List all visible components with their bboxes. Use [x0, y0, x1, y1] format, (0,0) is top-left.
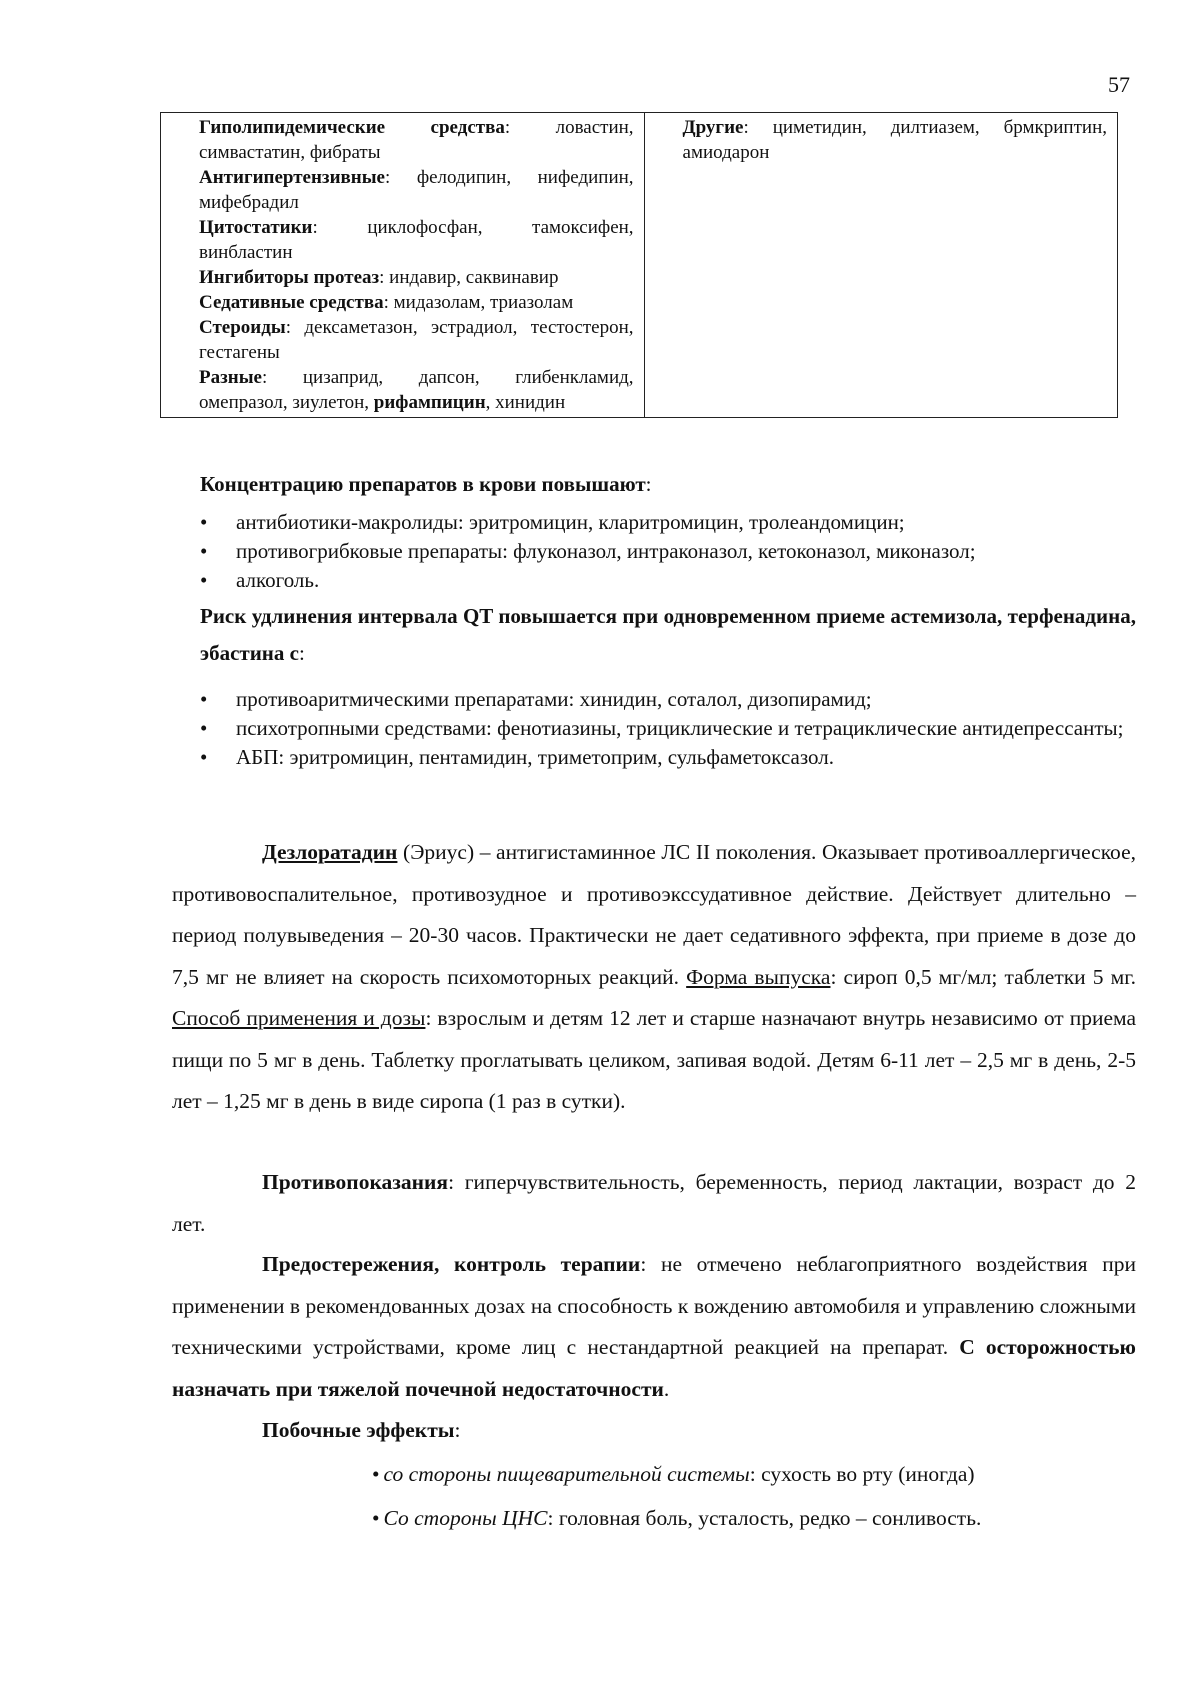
list-item: • алкоголь.	[200, 566, 1136, 595]
heading-text: Риск удлинения интервала QT повышается при одновременном приеме астемизола, терфенадина, эбастина с	[200, 604, 1136, 665]
contraindications-paragraph	[172, 1162, 1136, 1245]
qt-heading	[200, 598, 1136, 672]
table-entry	[199, 290, 634, 315]
table-left-cell	[161, 113, 645, 418]
drug-description: (Эриус) – антигистаминное ЛС II поколения. Оказывает противоаллергическое, противовоспалительное, противозудное и противоэкссудативное действие. Действует длительно – период полувыведения – 20-30 часов. Практически не дает седативного эффекта, при приеме в дозе до 7,5 мг не влияет на скорость психомоторных реакций.	[172, 840, 1136, 989]
table-entry	[199, 115, 634, 165]
form-label: Форма выпуска	[686, 964, 831, 989]
list-item: • психотропными средствами: фенотиазины, трициклические и тетрациклические антидепрессанты;	[200, 714, 1136, 743]
entry-text: : дексаметазон, эстрадиол, тестостерон, гестагены	[199, 317, 634, 363]
side-effect-label: Со стороны ЦНС	[383, 1506, 548, 1530]
table-right-cell	[644, 113, 1117, 418]
bullet-icon: •	[372, 1462, 380, 1486]
entry-text: : мидазолам, триазолам	[383, 292, 574, 313]
warnings-label: Предостережения, контроль терапии	[262, 1252, 641, 1276]
entry-bold-drug: рифампицин	[373, 392, 486, 413]
form-text: : сироп 0,5 мг/мл; таблетки 5 мг.	[830, 964, 1136, 989]
list-item: • антибиотики-макролиды: эритромицин, кларитромицин, тролеандомицин;	[200, 508, 1136, 537]
side-effects-label: Побочные эффекты	[262, 1418, 455, 1442]
concentration-section	[200, 470, 1136, 595]
contraindications-text: : гиперчувствительность, беременность, период лактации, возраст до 2 лет.	[172, 1170, 1136, 1236]
entry-text: : циклофосфан, тамоксифен, винбластин	[199, 217, 634, 263]
table-entry	[199, 315, 634, 365]
entry-text-tail: , хинидин	[485, 392, 566, 413]
side-effect-text: : сухость во рту (иногда)	[749, 1462, 975, 1486]
warnings-text: : не отмечено неблагоприятного воздействия при применении в рекомендованных дозах на способность к вождению автомобиля и управлению сложными техническими устройствами, кроме лиц с нестандартной реакцией на препарат.	[172, 1252, 1136, 1359]
drug-interactions-table	[160, 112, 1118, 418]
entry-label: Антигипертензивные	[199, 167, 385, 188]
qt-section	[200, 598, 1136, 772]
side-effect-item	[372, 1506, 981, 1531]
concentration-heading	[200, 470, 1136, 499]
entry-text: : цизаприд, дапсон, глибенкламид, омепразол, зиулетон,	[199, 367, 634, 413]
entry-text: : фелодипин, нифедипин, мифебрадил	[199, 167, 634, 213]
entry-label: Другие	[682, 117, 744, 138]
entry-label: Разные	[199, 367, 262, 388]
side-effect-label: со стороны пищеварительной системы	[383, 1462, 750, 1486]
entry-label: Седативные средства	[199, 292, 384, 313]
table-entry	[199, 215, 634, 265]
concentration-list	[200, 508, 1136, 595]
drug-name: Дезлоратадин	[262, 840, 398, 864]
side-effect-text: : головная боль, усталость, редко – сонливость.	[547, 1506, 982, 1530]
desloratadine-paragraph	[172, 832, 1136, 1123]
contraindications-label: Противопоказания	[262, 1170, 449, 1194]
entry-text: : ловастин, симвастатин, фибраты	[199, 117, 634, 163]
dose-label: Способ применения и дозы	[172, 1006, 426, 1030]
warnings-end: .	[663, 1376, 670, 1401]
entry-text: : индавир, саквинавир	[379, 267, 559, 288]
page-number: 57	[1108, 72, 1130, 97]
side-effects-colon: :	[454, 1418, 461, 1442]
warnings-paragraph	[172, 1244, 1136, 1410]
entry-label: Гиполипидемические средства	[199, 117, 505, 138]
entry-text: : циметидин, дилтиазем, брмкриптин, амиодарон	[682, 117, 1107, 163]
entry-label: Ингибиторы протеаз	[199, 267, 380, 288]
entry-label: Стероиды	[199, 317, 286, 338]
list-item: • АБП: эритромицин, пентамидин, триметоприм, сульфаметоксазол.	[200, 743, 1136, 772]
side-effects-heading	[172, 1410, 1136, 1452]
table-entry	[199, 365, 634, 415]
warnings-bold-text: С осторожностью назначать при тяжелой почечной недостаточности	[172, 1335, 1136, 1401]
list-item: • противоаритмическими препаратами: хинидин, соталол, дизопирамид;	[200, 685, 1136, 714]
list-item: • противогрибковые препараты: флуконазол, интраконазол, кетоконазол, миконазол;	[200, 537, 1136, 566]
heading-colon: :	[645, 472, 652, 496]
table-entry	[199, 265, 634, 290]
table-entry	[683, 115, 1107, 165]
heading-text: Концентрацию препаратов в крови повышают	[200, 472, 646, 496]
heading-colon: :	[298, 641, 305, 665]
table-entry	[199, 165, 634, 215]
side-effect-item	[372, 1462, 975, 1487]
qt-list	[200, 685, 1136, 772]
dose-text: : взрослым и детям 12 лет и старше назначают внутрь независимо от приема пищи по 5 мг в день. Таблетку проглатывать целиком, запивая водой. Детям 6-11 лет – 2,5 мг в день, 2-5 лет – 1,25 мг в день в виде сиропа (1 раз в сутки).	[172, 1006, 1137, 1113]
bullet-icon: •	[372, 1506, 380, 1530]
entry-label: Цитостатики	[199, 217, 313, 238]
